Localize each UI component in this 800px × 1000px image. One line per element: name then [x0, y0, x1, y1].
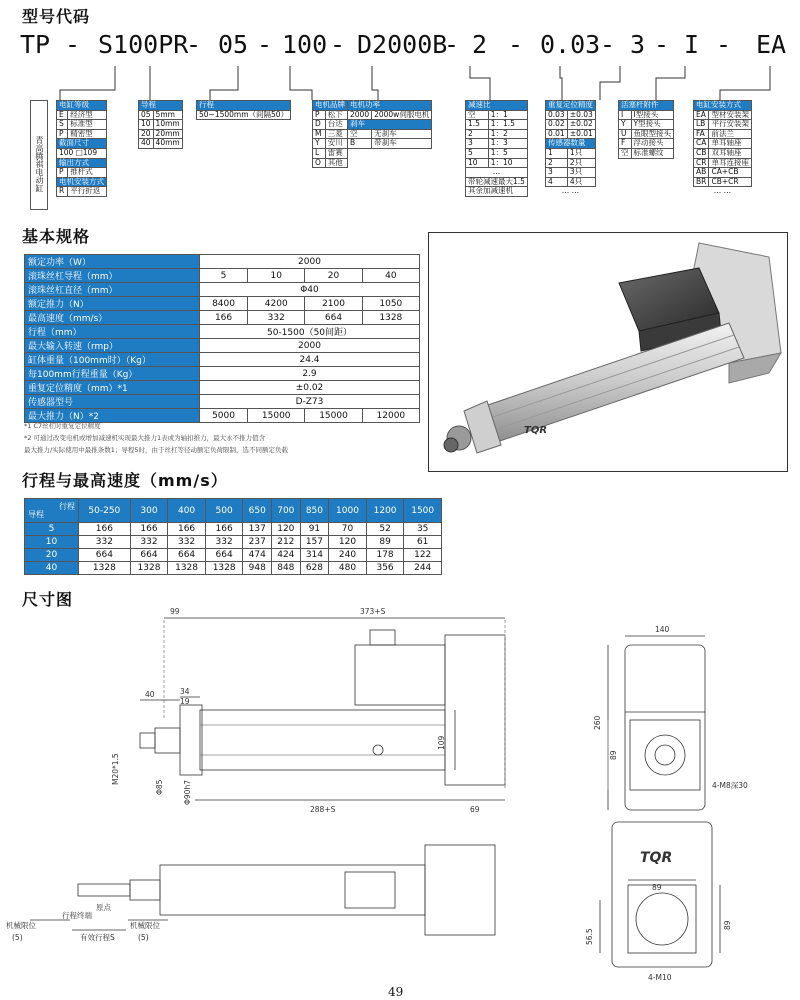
desc-cell: 平行安装架 — [709, 120, 752, 130]
corner-lead-label: 导程 — [28, 510, 44, 519]
code-cell: M — [313, 129, 326, 139]
spec-value: 1050 — [362, 297, 419, 311]
section-title-dimensions: 尺寸图 — [22, 590, 74, 609]
spec-value: 10 — [248, 269, 305, 283]
box-stroke — [196, 100, 291, 120]
desc-cell: 双耳轴座 — [709, 148, 752, 158]
code-cell: AB — [694, 168, 709, 178]
code-cell: Y — [619, 120, 632, 130]
speed-cell: 332 — [205, 536, 243, 549]
corner-stroke-label: 行程 — [59, 502, 75, 511]
dim-phi90: Φ90h7 — [183, 780, 192, 805]
desc-cell: 20mm — [153, 129, 182, 139]
speed-cell: 314 — [300, 549, 329, 562]
note-line: *1 C7丝杠时重复定位精度 — [24, 422, 101, 430]
dimension-drawings — [0, 600, 800, 985]
spec-row — [25, 339, 420, 353]
code-cell: 2000 — [348, 110, 372, 120]
code-cell: 40 — [139, 139, 154, 149]
label-mech-limit-right: 机械限位 — [130, 921, 160, 930]
spec-label: 最大输入转速（rmp） — [25, 339, 200, 353]
box-section-row: 100 □109 — [57, 148, 107, 158]
spec-value: 664 — [305, 311, 362, 325]
spec-value: 1328 — [362, 311, 419, 325]
spec-value: 2000 — [200, 255, 420, 269]
code-cell: 2 — [546, 158, 568, 168]
code-cell: Y — [313, 139, 326, 149]
code-cell: 5 — [466, 148, 489, 158]
code-cell: 0.02 — [546, 120, 568, 130]
code-cell: 1.5 — [466, 120, 489, 130]
speed-cell: 332 — [79, 536, 131, 549]
spec-value: 8400 — [200, 297, 248, 311]
speed-cell: 332 — [130, 536, 168, 549]
speed-cell: 240 — [329, 549, 367, 562]
spec-value: 2100 — [305, 297, 362, 311]
code-cell: BR — [694, 177, 709, 187]
lead-cell: 40 — [25, 562, 79, 575]
product-vertical-label: 青高腾祺电动缸 — [30, 100, 48, 210]
speed-cell: 35 — [404, 523, 442, 536]
code-cell: LB — [694, 120, 709, 130]
code-cell: 2 — [466, 129, 489, 139]
speed-cell: 244 — [404, 562, 442, 575]
stroke-header: 650 — [243, 499, 272, 523]
speed-cell: 166 — [168, 523, 206, 536]
section-title-model-code: 型号代码 — [22, 7, 91, 26]
speed-cell: 1328 — [130, 562, 168, 575]
code-cell: 0.01 — [546, 129, 568, 139]
speed-cell: 70 — [329, 523, 367, 536]
dim-phi85: Φ85 — [155, 779, 164, 795]
box-rod — [618, 100, 674, 159]
model-code-sep: - — [186, 30, 202, 59]
speed-cell: 474 — [243, 549, 272, 562]
box-stroke-row: 50~1500mm（间隔50） — [197, 110, 291, 120]
spec-value: 15000 — [305, 409, 362, 423]
speed-cell: 89 — [366, 536, 404, 549]
code-cell: P — [57, 168, 68, 178]
stroke-header: 700 — [272, 499, 301, 523]
model-code-part: EA — [756, 30, 787, 59]
spec-label: 缸体重量（100mm时）（Kg） — [25, 353, 200, 367]
label-five-left: (5) — [12, 933, 23, 942]
drawing-logo: TQR — [640, 850, 673, 866]
end-view-lower — [600, 822, 720, 967]
spec-row — [25, 283, 420, 297]
code-cell: 1 — [546, 148, 568, 158]
desc-cell: 浮动接头 — [631, 139, 674, 149]
spec-value: 20 — [305, 269, 362, 283]
code-cell: 20 — [139, 129, 154, 139]
model-code-part: 100 — [282, 30, 328, 59]
box-ratio — [465, 100, 528, 197]
code-cell: CR — [694, 158, 709, 168]
label-effective-stroke: 有效行程S — [80, 933, 115, 942]
desc-cell: 三菱 — [325, 129, 347, 139]
model-code-part: D2000B — [357, 30, 448, 59]
label-mech-limit-left: 机械限位 — [6, 921, 36, 930]
desc-cell: 型材安装架 — [709, 110, 752, 120]
dim-69: 69 — [470, 805, 480, 814]
spec-value: Φ40 — [200, 283, 420, 297]
code-cell: EA — [694, 110, 709, 120]
code-cell: CA — [694, 139, 709, 149]
speed-cell: 61 — [404, 536, 442, 549]
box-grade — [56, 100, 107, 197]
dim-m8: 4-M8深30 — [712, 781, 748, 790]
speed-cell: 1328 — [168, 562, 206, 575]
desc-cell: CA+CB — [709, 168, 752, 178]
code-cell: 10 — [139, 120, 154, 130]
desc-cell: 标准螺纹 — [631, 148, 674, 158]
dim-19: 19 — [180, 697, 190, 706]
box-ratio-header: 减速比 — [466, 101, 528, 111]
dim-89b: 89 — [652, 883, 662, 892]
end-view-upper — [608, 636, 705, 810]
desc-cell: 40mm — [153, 139, 182, 149]
side-view — [140, 618, 505, 800]
code-cell: R — [57, 187, 68, 197]
spec-label: 传感器型号 — [25, 395, 200, 409]
desc-cell: 带刹车 — [372, 139, 432, 149]
code-cell: I — [619, 110, 632, 120]
code-cell: FA — [694, 129, 709, 139]
spec-row — [25, 325, 420, 339]
model-code-part: 2 — [472, 30, 488, 59]
desc-cell: 前法兰 — [709, 129, 752, 139]
spec-label: 额定推力（N） — [25, 297, 200, 311]
code-cell: 0.03 — [546, 110, 568, 120]
desc-cell: ±0.03 — [567, 110, 595, 120]
speed-row — [25, 562, 442, 575]
box-install — [693, 100, 752, 196]
spec-value: 5 — [200, 269, 248, 283]
spec-value: 12000 — [362, 409, 419, 423]
spec-label: 最高速度（mm/s） — [25, 311, 200, 325]
stroke-header: 50-250 — [79, 499, 131, 523]
box-section-header: 截面尺寸 — [57, 139, 107, 149]
spec-value: 4200 — [248, 297, 305, 311]
box-ratio-note: 带轮减速最大1.5 — [466, 177, 528, 187]
dim-56: 56.5 — [585, 928, 594, 945]
speed-cell: 120 — [329, 536, 367, 549]
corner-cell — [25, 499, 79, 523]
box-sensor-header: 传感器数量 — [546, 139, 596, 149]
speed-row — [25, 523, 442, 536]
code-cell: B — [348, 139, 372, 149]
code-cell: S — [57, 120, 68, 130]
code-cell: P — [313, 110, 326, 120]
spec-row — [25, 311, 420, 325]
model-code-sep: - — [444, 30, 460, 59]
label-five-right: (5) — [138, 933, 149, 942]
model-code-part: 05 — [218, 30, 249, 59]
photo-logo: TQR — [524, 425, 548, 436]
box-motor — [312, 100, 432, 168]
desc-cell: 5mm — [153, 110, 182, 120]
code-cell: 3 — [466, 139, 489, 149]
ellipsis: … … — [713, 186, 732, 196]
box-brake-header: 刹车 — [348, 120, 432, 130]
code-cell: U — [619, 129, 632, 139]
desc-cell: 1：10 — [488, 158, 527, 168]
code-cell: CB — [694, 148, 709, 158]
speed-cell: 120 — [272, 523, 301, 536]
speed-cell: 178 — [366, 549, 404, 562]
dim-m20: M20*1.5 — [111, 753, 120, 785]
desc-cell: 松下 — [325, 110, 347, 120]
lead-cell: 5 — [25, 523, 79, 536]
speed-cell: 1328 — [205, 562, 243, 575]
desc-cell: Y型接头 — [631, 120, 674, 130]
spec-value: ±0.02 — [200, 381, 420, 395]
speed-cell: 424 — [272, 549, 301, 562]
lead-cell: 10 — [25, 536, 79, 549]
spec-row — [25, 381, 420, 395]
box-motor-power-header: 电机功率 — [348, 101, 432, 111]
desc-cell: 其他 — [325, 158, 347, 168]
model-code-sep: - — [716, 30, 732, 59]
speed-cell: 664 — [79, 549, 131, 562]
speed-cell: 948 — [243, 562, 272, 575]
desc-cell: CB+CR — [709, 177, 752, 187]
ellipsis: … — [466, 168, 528, 178]
code-cell: E — [57, 110, 68, 120]
desc-cell: 2只 — [567, 158, 595, 168]
box-mount-header: 电机安装方式 — [57, 177, 107, 187]
speed-cell: 237 — [243, 536, 272, 549]
box-stroke-header: 行程 — [197, 101, 291, 111]
spec-value: 15000 — [248, 409, 305, 423]
desc-cell: ±0.01 — [567, 129, 595, 139]
desc-cell: 推杆式 — [68, 168, 107, 178]
speed-cell: 212 — [272, 536, 301, 549]
box-lead — [138, 100, 183, 149]
note-line: *2 可通过改变电机或增加减速机实现最大推力1表或为轴扣推力，最大永不推力值含 — [24, 434, 266, 442]
speed-cell: 166 — [130, 523, 168, 536]
dim-89: 89 — [609, 750, 618, 760]
desc-cell: ±0.02 — [567, 120, 595, 130]
box-motor-brand-header: 电机品牌 — [313, 101, 348, 111]
speed-cell: 664 — [130, 549, 168, 562]
spec-label: 行程（mm） — [25, 325, 200, 339]
stroke-header: 1500 — [404, 499, 442, 523]
speed-row — [25, 549, 442, 562]
model-code-sep: - — [65, 30, 81, 59]
desc-cell: 雷赛 — [325, 148, 347, 158]
model-code-sep: - — [330, 30, 346, 59]
box-output-header: 输出方式 — [57, 158, 107, 168]
spec-value: 50-1500（50间距） — [200, 325, 420, 339]
stroke-header: 1000 — [329, 499, 367, 523]
desc-cell: 安川 — [325, 139, 347, 149]
speed-cell: 166 — [79, 523, 131, 536]
ellipsis: … … — [561, 186, 580, 196]
desc-cell: 10mm — [153, 120, 182, 130]
section-title-stroke-speed: 行程与最高速度（mm/s） — [22, 471, 228, 490]
dim-288s: 288+S — [310, 805, 336, 814]
stroke-header: 300 — [130, 499, 168, 523]
code-cell: 05 — [139, 110, 154, 120]
desc-cell: 3只 — [567, 168, 595, 178]
desc-cell: 单耳连接座 — [709, 158, 752, 168]
spec-value: 2.9 — [200, 367, 420, 381]
spec-value: 24.4 — [200, 353, 420, 367]
section-title-basic-spec: 基本规格 — [22, 227, 91, 246]
speed-cell: 166 — [205, 523, 243, 536]
spec-table — [24, 254, 420, 423]
model-code-part: 3 — [630, 30, 646, 59]
dim-m10: 4-M10 — [648, 973, 672, 982]
spec-value: 2000 — [200, 339, 420, 353]
speed-cell: 332 — [168, 536, 206, 549]
dim-140: 140 — [655, 625, 670, 634]
speed-cell: 664 — [168, 549, 206, 562]
dim-89c: 89 — [723, 920, 732, 930]
desc-cell: 1：3 — [488, 139, 527, 149]
dim-260: 260 — [593, 715, 602, 730]
spec-value: 332 — [248, 311, 305, 325]
lead-cell: 20 — [25, 549, 79, 562]
spec-label: 额定功率（W） — [25, 255, 200, 269]
spec-row — [25, 367, 420, 381]
spec-value: D-Z73 — [200, 395, 420, 409]
speed-cell: 480 — [329, 562, 367, 575]
product-photo — [428, 232, 788, 472]
label-origin: 原点 — [96, 903, 111, 912]
spec-row — [25, 255, 420, 269]
desc-cell: 经济型 — [68, 110, 107, 120]
model-code-sep: - — [508, 30, 524, 59]
model-code-part: I — [684, 30, 700, 59]
spec-value: 40 — [362, 269, 419, 283]
spec-notes — [24, 420, 424, 456]
speed-cell: 664 — [205, 549, 243, 562]
page-number: 49 — [388, 985, 404, 999]
speed-cell: 52 — [366, 523, 404, 536]
model-code-part: 0.03 — [540, 30, 601, 59]
box-precision — [545, 100, 596, 196]
speed-cell: 157 — [300, 536, 329, 549]
spec-row — [25, 297, 420, 311]
model-code-part: S100PR — [98, 30, 189, 59]
box-rod-header: 活塞杆附件 — [619, 101, 674, 111]
speed-cell: 137 — [243, 523, 272, 536]
stroke-header: 500 — [205, 499, 243, 523]
spec-label: 重复定位精度（mm）*1 — [25, 381, 200, 395]
model-code-sep: - — [654, 30, 670, 59]
spec-label: 每100mm行程重量（Kg） — [25, 367, 200, 381]
actuator-illustration — [429, 233, 787, 471]
dim-109: 109 — [437, 735, 446, 750]
desc-cell: 1只 — [567, 148, 595, 158]
desc-cell: 1：1 — [488, 110, 527, 120]
speed-cell: 628 — [300, 562, 329, 575]
dim-373s: 373+S — [360, 607, 386, 616]
speed-cell: 1328 — [79, 562, 131, 575]
speed-cell: 91 — [300, 523, 329, 536]
desc-cell: 1：5 — [488, 148, 527, 158]
spec-value: 5000 — [200, 409, 248, 423]
speed-row — [25, 536, 442, 549]
dim-34: 34 — [180, 687, 190, 696]
code-cell: O — [313, 158, 326, 168]
model-code-sep: - — [600, 30, 616, 59]
desc-cell: 单耳轴座 — [709, 139, 752, 149]
desc-cell: I型接头 — [631, 110, 674, 120]
stroke-header: 1200 — [366, 499, 404, 523]
code-cell: D — [313, 120, 326, 130]
speed-cell: 848 — [272, 562, 301, 575]
desc-cell: 无刹车 — [372, 129, 432, 139]
spec-value: 166 — [200, 311, 248, 325]
spec-label: 滚珠丝杠导程（mm） — [25, 269, 200, 283]
code-cell: F — [619, 139, 632, 149]
spec-row — [25, 269, 420, 283]
spec-row — [25, 353, 420, 367]
code-cell: 3 — [546, 168, 568, 178]
top-view — [30, 845, 495, 935]
code-cell: 空 — [619, 148, 632, 158]
code-cell: 空 — [466, 110, 489, 120]
box-ratio-note: 其余加减速机 — [466, 187, 528, 197]
desc-cell: 标准型 — [68, 120, 107, 130]
desc-cell: 1：2 — [488, 129, 527, 139]
dim-99: 99 — [170, 607, 180, 616]
code-cell: P — [57, 129, 68, 139]
model-code-sep: - — [257, 30, 273, 59]
box-precision-header: 重复定位精度 — [546, 101, 596, 111]
box-install-header: 电缸安装方式 — [694, 101, 752, 111]
desc-cell: 精密型 — [68, 129, 107, 139]
desc-cell: 鱼眼型接头 — [631, 129, 674, 139]
code-cell: 4 — [546, 177, 568, 187]
note-line: 最大推力/实际使用中最推条数1；导程5时，由于丝杠等径动额定负荷限制，选不同额定负载 — [24, 446, 288, 454]
desc-cell: 台达 — [325, 120, 347, 130]
code-cell: L — [313, 148, 326, 158]
model-code-connectors — [0, 60, 800, 105]
code-cell: 10 — [466, 158, 489, 168]
box-grade-header: 电缸等级 — [57, 101, 107, 111]
speed-cell: 356 — [366, 562, 404, 575]
desc-cell: 4只 — [567, 177, 595, 187]
dim-40: 40 — [145, 690, 155, 699]
box-lead-header: 导程 — [139, 101, 183, 111]
label-stroke-end: 行程终端 — [62, 911, 92, 920]
speed-cell: 122 — [404, 549, 442, 562]
speed-table — [24, 498, 442, 575]
spec-row — [25, 395, 420, 409]
desc-cell: 2000w伺服电机 — [372, 110, 432, 120]
spec-label: 最大推力（N）*2 — [25, 409, 200, 423]
stroke-header: 400 — [168, 499, 206, 523]
stroke-header: 850 — [300, 499, 329, 523]
model-code-part: TP — [20, 30, 51, 59]
desc-cell: 平行折返 — [68, 187, 107, 197]
desc-cell: 1：1.5 — [488, 120, 527, 130]
spec-label: 滚珠丝杠直径（mm） — [25, 283, 200, 297]
code-cell: 空 — [348, 129, 372, 139]
